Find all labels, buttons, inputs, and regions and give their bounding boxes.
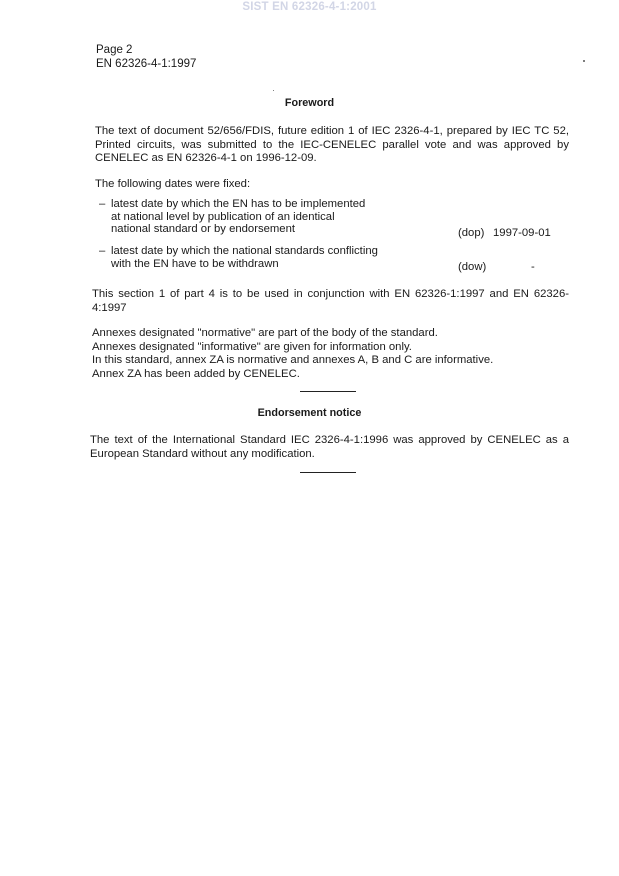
list-dash: – <box>99 245 106 257</box>
section-divider <box>300 472 356 473</box>
date-code: (dop) <box>458 227 485 239</box>
annex-line: Annex ZA has been added by CENELEC. <box>92 367 300 380</box>
date-value: - <box>531 261 535 273</box>
document-id: EN 62326-4-1:1997 <box>96 58 197 70</box>
annex-notes <box>92 327 569 381</box>
date-row-dop <box>99 198 569 238</box>
date-description-line: latest date by which the national standards conflicting <box>111 245 378 257</box>
list-dash: – <box>99 198 106 210</box>
section-note: This section 1 of part 4 is to be used in conjunction with EN 62326-1:1997 and EN 62326-4:1997 <box>92 288 569 314</box>
page-header <box>96 43 196 71</box>
date-description-line: national standard or by endorsement <box>111 223 296 235</box>
scan-speck <box>273 90 274 91</box>
annex-line: Annexes designated "normative" are part of the body of the standard. <box>92 327 438 339</box>
dates-intro: The following dates were fixed: <box>95 178 251 190</box>
date-description-line: at national level by publication of an identical <box>111 210 335 223</box>
watermark-text: SIST EN 62326-4-1:2001 <box>242 1 377 13</box>
date-description-line: with the EN have to be withdrawn <box>111 257 279 270</box>
scan-speck <box>583 60 585 62</box>
foreword-heading: Foreword <box>284 97 335 109</box>
section-divider <box>300 391 356 392</box>
page-number: Page 2 <box>96 44 133 56</box>
foreword-intro: The text of document 52/656/FDIS, future edition 1 of IEC 2326-4-1, prepared by IEC TC 52, Printed circuits, was submitted to the IEC-CENELEC parallel vote and was approved by CENELEC as EN 62326-4-1 on 1996-12-09. <box>95 125 569 164</box>
endorsement-text: The text of the International Standard IEC 2326-4-1:1996 was approved by CENELEC as a European Standard without any modification. <box>90 434 569 460</box>
date-row-dow <box>99 245 569 273</box>
date-description-line: latest date by which the EN has to be implemented <box>111 198 366 210</box>
annex-line: Annexes designated "informative" are given for information only. <box>92 340 412 353</box>
date-code: (dow) <box>458 261 487 273</box>
annex-line: In this standard, annex ZA is normative and annexes A, B and C are informative. <box>92 354 494 366</box>
date-value: 1997-09-01 <box>493 227 551 239</box>
endorsement-heading: Endorsement notice <box>257 407 362 419</box>
